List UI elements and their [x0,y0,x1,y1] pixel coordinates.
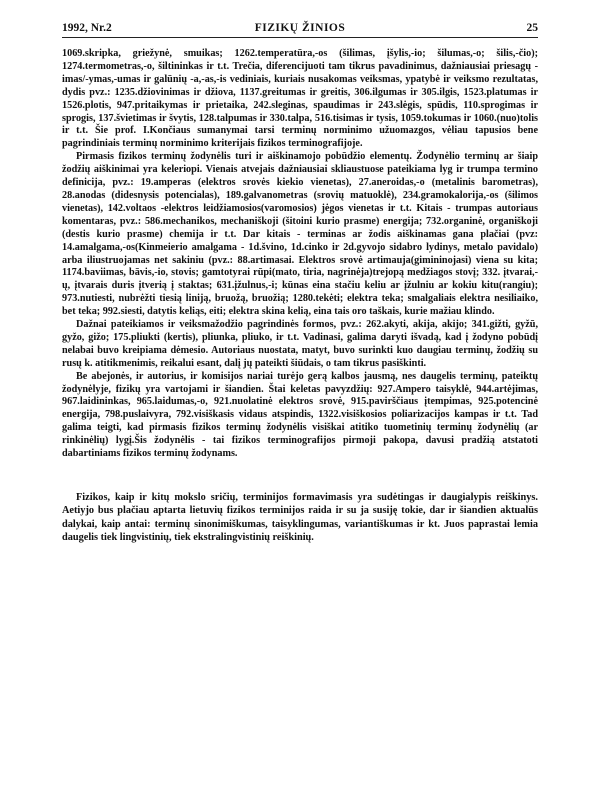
paragraph-3: Dažnai pateikiamos ir veiksmažodžio pagrindinės formos, pvz.: 262.akyti, akija, akijo; 341.gižti, gyžū, gyžo, gižo; 175.pliukti (kertis), pliunka, pliuko, ir t.t. Vadinasi, galima daryti išvadą, kad į žodyno pobūdį nelabai buvo kreipiama dėmesio. Autoriaus nuostata, matyt, buvo surinkti kuo daugiau terminų, žodžių su rusų k. atitikmenimis, reikalui esant, dalį jų pateikti šiūdais, o tam tikrus pasiškinti. [62,319,538,369]
page-number: 25 [526,22,538,34]
page-header [62,22,538,38]
closing-section [62,491,538,545]
journal-issue: 1992, Nr.2 [62,22,112,34]
paragraph-2: Pirmasis fizikos terminų žodynėlis turi ir aiškinamojo pobūdžio elementų. Žodynėlio terminų ar šiaip žodžių aiškinimai yra keleriopi. Vienais atvejais dažniausiai skliaustuose pateikiama lyg ir trumpa termino definicija, pvz.: 19.amperas (elektros srovės kiekio vienetas), 27.aneroidas,-o (metalinis barometras), 28.anodas (didesnysis potencialas), 189.galvanometras (srovių matuoklė), 234.gramokalorija,-os (šilimos vienetas), 142.voltaos -elektros leidžiamosios(varomosios) jėgos vienetas ir t.t. Kitais - trumpas autoriaus komentaras, pvz.: 586.mechanikos, mechaniškoji (šitoini kurio prasme) energija; 732.organinė, organiškoji (destis kurio prasme) chemija ir t.t. Dar kitais - terminas ar žodis aiškinamas gana plačiai (pvz: 14.amalgama,-os(Kinmeierio amalgama - 1d.švino, 1d.cinko ir 2d.gyvojo sidabro lydinys, metalo pavidalo) arba iliustruojamas net sakiniu (pvz.: 88.artimasai. Elektros srovė artimauja(gimininojasi) viena su kita; 1174.baviimas, bāvis,-io, stovis; gamtotyrai rūpi(mato, tiria, nagrinėja)trejopą medžiagos stovį; 332. įtvarai,-ų, įtvarais duris įtverią į staktas; 631.įžulnus,-i; kūnas eina stačiu keliu ar įžulniu ar kokiu kitu(rangiu); 973.nutiesti, nubrėžti tiesią liniją, bruožą, bruožią; 1280.tekėti; elektra teka; smalgaliais elektra nesiliaiko, bet teka; 992.siesti, datytis keliąs, eiti; elektra skina kelią, eina tais oro taškais, kurie mažiau klindo. [62,151,538,318]
closing-paragraph: Fizikos, kaip ir kitų mokslo sričių, terminijos formavimasis yra sudėtingas ir daugialypis reiškinys. Aetiyjo bus plačiau aptarta lietuvių fizikos terminijos raida ir su ja susiję tokie, dar ir šiandien aktualūs dalykai, kaip antai: terminų sinonimiškumas, taisyklingumas, variantiškumas ir kt. Juos paprastai lemia daugelis tiek lingvistinių, tiek ekstralingvistinių reiškinių. [62,492,538,544]
journal-title: FIZIKŲ ŽINIOS [254,22,346,34]
section-gap [62,461,538,491]
paragraph-4: Be abejonės, ir autorius, ir komisijos nariai turėjo gerą kalbos jausmą, nes daugelis terminų, pateiktų žodynėlyje, fizikų yra vartojami ir šiandien. Štai keletas pavyzdžių: 927.Ampero taisyklė, 944.artėjimas, 967.laidininkas, 965.laidumas,-o, 921.nuolatinė elektros srovė, 915.pavirščiaus įtempimas, 925.potencinė energija, 798.puslaivyra, 792.visiškasis vidaus atspindis, 1322.visiškosios poliarizacijos kampas ir t.t. Tad galima teigti, kad pirmasis fizikos terminų žodynėlis visiškai atitiko tuometinių terminų žodynėlių (ar rinkinėlių) lygį.Šis žodynėlis - tai fizikos terminografijos pirmoji pakopa, davusi pradžią atstatoti dabartiniams fizikos terminų žodynams. [62,370,538,460]
paragraph-1: 1069.skripka, griežynė, smuikas; 1262.temperatūra,-os (šilimas, įšylis,-io; šilumas,-o; šilis,-čio); 1274.termometras,-o, šiltininkas ir t.t. Trečia, diferencijuoti tam tikrus pavadinimus, dažniausiai priesagų -imas/-ymas,-umas ir galūnių -a,-as,-is vediniais, kuriais nusakomas veiksmas, ypatybė ir veiksmo rezultatas, dydis pvz.: 1235.džiovinimas ir džiova, 1137.greitumas ir greitis, 306.ilgumas ir 305.ilgis, 1523.platumas ir 1526.plotis, 947.pritaikymas ir prietaika, 242.sleginas, spaudimas ir 243.slėgis, spūdis, 110.sprogimas ir sprogis, 137.švietimas ir švytis, 128.talpumas ir 330.talpa, 516.tisimas ir tysis, 1059.tokumas ir 1060.(nuo)tolis ir t.t. Šie prof. I.Končiaus sumanymai tarsi terminų norminimo užuomazgos, vėliau tapusios bene pagrindiniais terminų norminimo kriterijais fizikos terminografijoje. [62,48,538,150]
header-rule [62,37,538,38]
article-body [62,48,538,545]
